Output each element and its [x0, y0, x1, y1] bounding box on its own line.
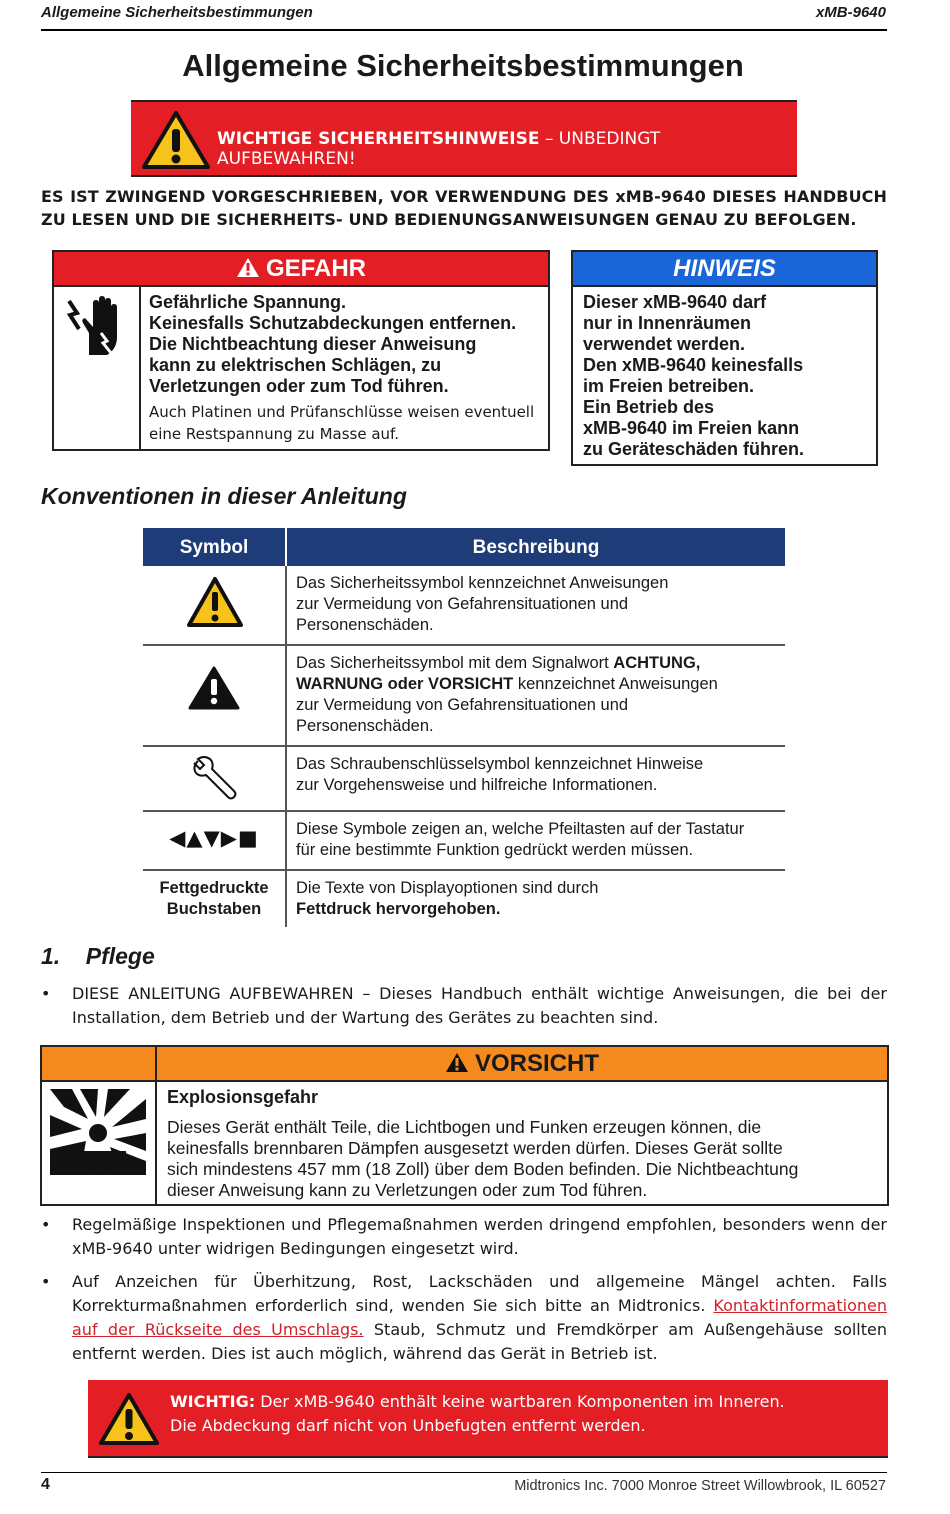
- description-cell: Das Sicherheitssymbol kennzeichnet Anweisungen zur Vermeidung von Gefahrensituationen und Personenschäden.: [296, 574, 669, 634]
- symbol-cell: [143, 646, 287, 745]
- table-row: [143, 646, 785, 747]
- yellow-warning-triangle-icon: [186, 576, 244, 628]
- symbol-cell: [143, 871, 287, 927]
- symbol-cell: [143, 812, 287, 869]
- bullet-icon: •: [41, 984, 51, 1003]
- running-header-model: xMB-9640: [815, 4, 886, 21]
- caution-title: VORSICHT: [157, 1047, 887, 1080]
- explosion-icon: [50, 1089, 146, 1175]
- danger-content: [149, 292, 544, 445]
- description-cell: Diese Symbole zeigen an, welche Pfeiltasten auf der Tastatur für eine bestimmte Funktion gedrückt werden müssen.: [296, 820, 745, 859]
- bullet-icon: •: [41, 1215, 51, 1234]
- care-heading: 1. Pflege: [41, 943, 155, 969]
- danger-header: GEFAHR: [54, 252, 548, 287]
- page-number: 4: [41, 1476, 50, 1493]
- footer-divider: [41, 1472, 887, 1473]
- contact-info-link[interactable]: Kontaktinformationen auf der Rückseite des Umschlags.: [72, 1296, 887, 1339]
- bullet-icon: •: [41, 1272, 51, 1291]
- arrow-keys-icon: ◀▲▼▶■: [169, 826, 259, 850]
- important-safety-banner: [131, 100, 797, 177]
- warning-triangle-icon: [445, 1052, 469, 1073]
- conventions-heading: Konventionen in dieser Anleitung: [41, 483, 407, 509]
- banner-text: WICHTIGE SICHERHEITSHINWEISE – UNBEDINGT AUFBEWAHREN!: [217, 129, 661, 169]
- warning-triangle-icon: [98, 1392, 160, 1446]
- danger-icon-cell: [54, 287, 141, 449]
- caution-subtitle: Explosionsgefahr: [167, 1087, 319, 1107]
- warning-triangle-icon: [236, 257, 260, 278]
- table-row: [143, 871, 785, 927]
- table-header-symbol: Symbol: [143, 528, 285, 566]
- notice-box: [571, 250, 878, 466]
- important-notice: [88, 1380, 888, 1458]
- footer-address: Midtronics Inc. 7000 Monroe Street Willowbrook, IL 60527: [514, 1478, 886, 1494]
- description-cell: Das Schraubenschlüsselsymbol kennzeichnet Hinweise zur Vorgehensweise und hilfreiche Informationen.: [296, 755, 704, 794]
- symbol-cell: [143, 566, 287, 644]
- table-row: [143, 812, 785, 871]
- important-text: WICHTIG: Der xMB-9640 enthält keine wartbaren Komponenten im Inneren. Die Abdeckung darf nicht von Unbefugten entfernt werden.: [170, 1392, 785, 1435]
- caution-text: Dieses Gerät enthält Teile, die Lichtbogen und Funken erzeugen können, die keinesfalls brennbaren Dämpfen ausgesetzt werden dürfen. Dieses Gerät sollte sich mindestens 457 mm (18 Zoll) über dem Boden befinden. Die Nichtbeachtung dieser Anweisung kann zu Verletzungen oder zum Tod führen.: [167, 1117, 799, 1200]
- danger-warning-text: Gefährliche Spannung. Keinesfalls Schutzabdeckungen entfernen. Die Nichtbeachtung dieser Anweisung kann zu elektrischen Schlägen, zu Verletzungen oder zum Tod führen.: [149, 292, 517, 396]
- wrench-icon: [190, 755, 238, 803]
- caution-box: [40, 1045, 889, 1206]
- warning-triangle-icon: [141, 110, 211, 170]
- bold-letters-label: Fettgedruckte Buchstaben: [159, 879, 269, 918]
- description-cell: Das Sicherheitssymbol mit dem Signalwort ACHTUNG, WARNUNG oder VORSICHT kennzeichnet Anweisungen zur Vermeidung von Gefahrensituationen und Personenschäden.: [296, 654, 718, 735]
- notice-header: HINWEIS: [573, 252, 876, 287]
- list-item: • Regelmäßige Inspektionen und Pflegemaßnahmen werden dringend empfohlen, besonders wenn der xMB-9640 unter widrigen Bedingungen eingesetzt wird.: [41, 1215, 887, 1258]
- table-header-description: Beschreibung: [287, 528, 785, 566]
- electric-shock-hand-icon: [63, 293, 131, 361]
- table-row: [143, 566, 785, 646]
- symbol-cell: [143, 747, 287, 810]
- page-title: Allgemeine Sicherheitsbestimmungen: [182, 48, 744, 83]
- notice-text: Dieser xMB-9640 darf nur in Innenräumen verwendet werden. Den xMB-9640 keinesfalls im Freien betreiben. Ein Betrieb des xMB-9640 im Freien kann zu Geräteschäden führen.: [583, 292, 805, 459]
- table-row: [143, 747, 785, 812]
- description-cell: Die Texte von Displayoptionen sind durch Fettdruck hervorgehoben.: [296, 879, 599, 918]
- danger-note: Auch Platinen und Prüfanschlüsse weisen eventuell eine Restspannung zu Masse auf.: [149, 403, 535, 443]
- running-header-title: Allgemeine Sicherheitsbestimmungen: [41, 4, 313, 21]
- danger-box: [52, 250, 550, 451]
- intro-statement: ES IST ZWINGEND VORGESCHRIEBEN, VOR VERWENDUNG DES xMB-9640 DIESES HANDBUCH ZU LESEN UND DIE SICHERHEITS- UND BEDIENUNGSANWEISUNGEN GENAU ZU BEFOLGEN.: [41, 187, 887, 229]
- list-item: • DIESE ANLEITUNG AUFBEWAHREN – Dieses Handbuch enthält wichtige Anweisungen, die bei der Installation, dem Betrieb und der Wartung des Gerätes zu beachten sind.: [41, 984, 887, 1027]
- header-divider: [41, 29, 887, 31]
- list-item: • Auf Anzeichen für Überhitzung, Rost, Lackschäden und allgemeine Mängel achten. Falls Korrekturmaßnahmen erforderlich sind, wenden Sie sich bitte an Midtronics. Kontaktinformationen auf der Rückseite des Umschlags. Staub, Schmutz und Fremdkörper am Außengehäuse sollten entfernt werden. Dies ist auch möglich, während das Gerät in Betrieb ist.: [41, 1272, 888, 1363]
- black-warning-triangle-icon: [188, 666, 240, 710]
